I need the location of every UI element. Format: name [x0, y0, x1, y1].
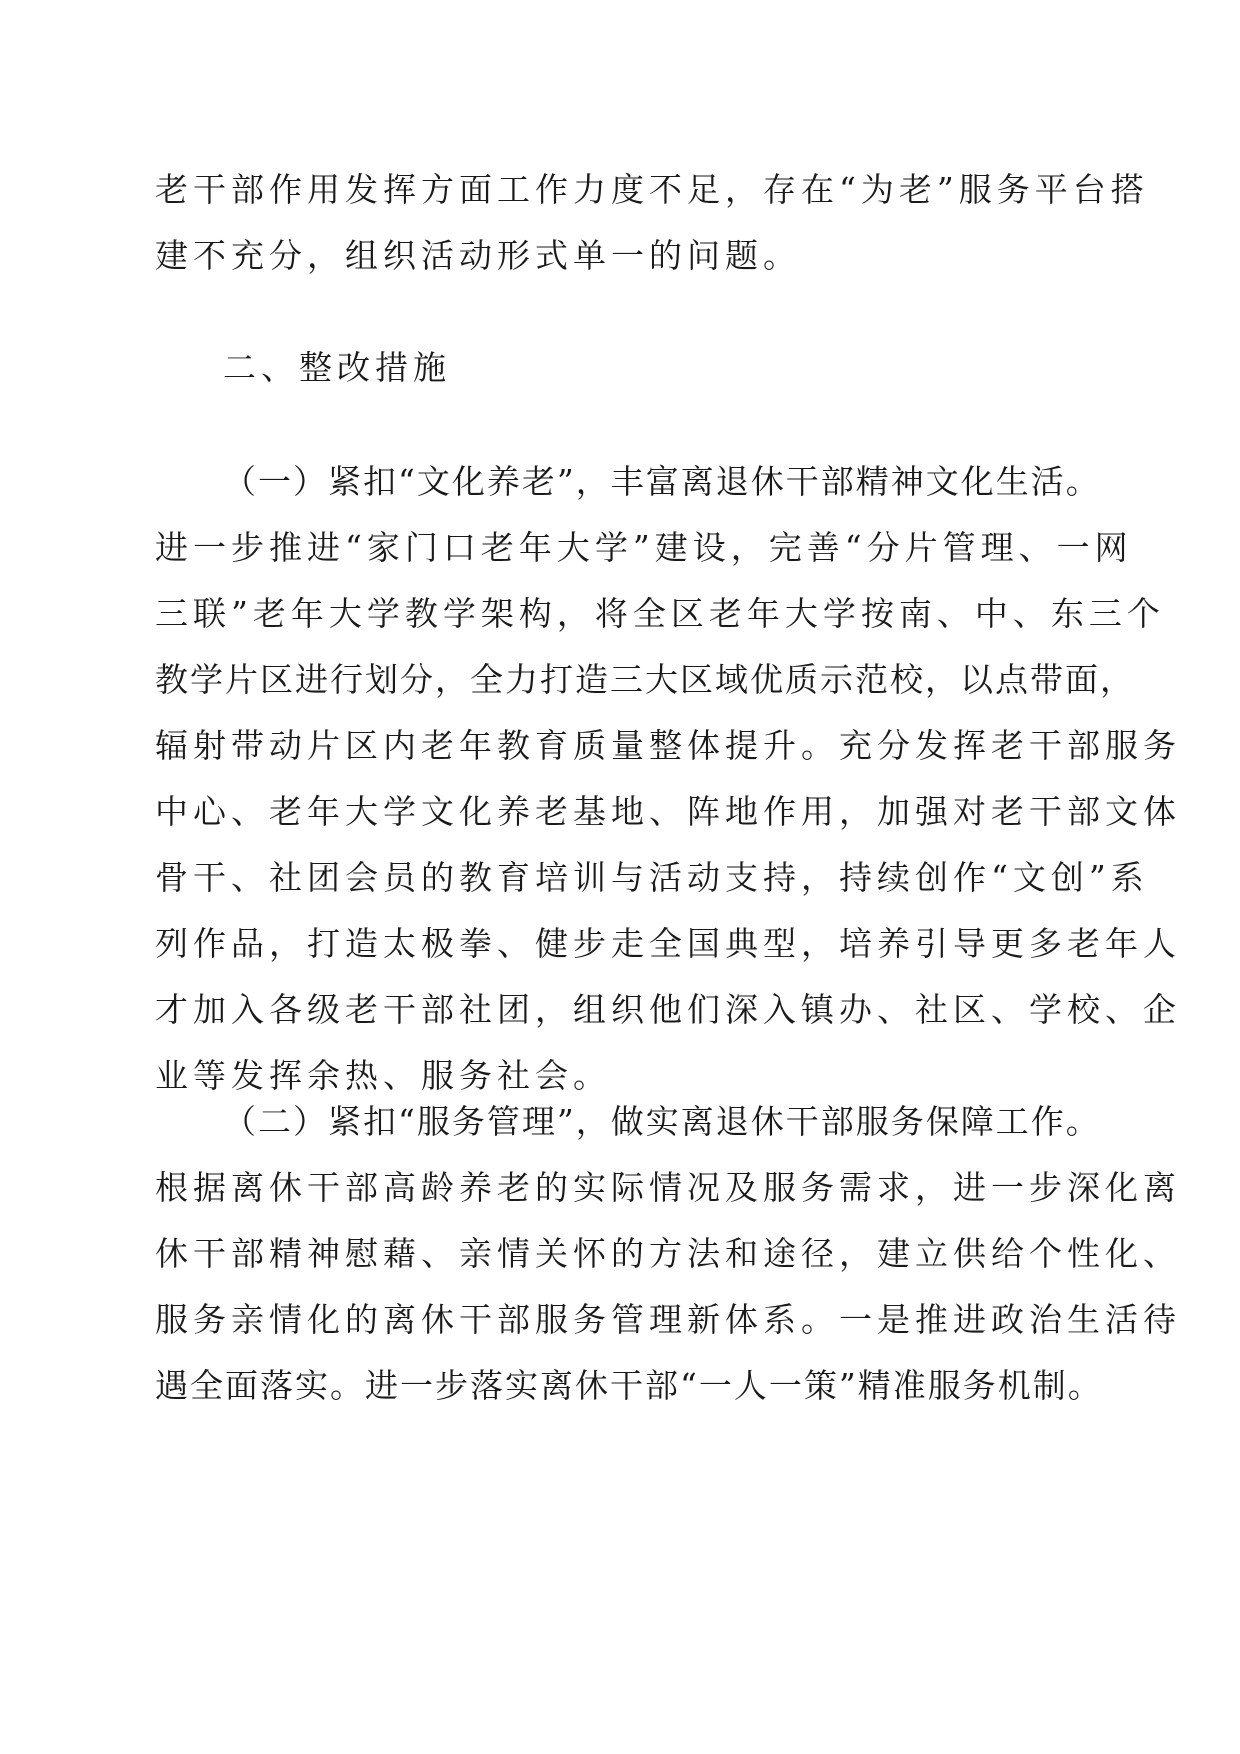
text-line: 才加入各级老干部社团，组织他们深入镇办、社区、学校、企	[155, 990, 1181, 1029]
text-line: 三联”老年大学教学架构，将全区老年大学按南、中、东三个	[155, 594, 1165, 633]
text-line: 业等发挥余热、服务社会。	[155, 1056, 611, 1095]
text-line: 根据离休干部高龄养老的实际情况及服务需求，进一步深化离	[155, 1168, 1181, 1207]
text-line: 建不充分，组织活动形式单一的问题。	[155, 236, 801, 275]
text-line: 教学片区进行划分，全力打造三大区域优质示范校，以点带面，	[155, 660, 1135, 699]
text-line: 列作品，打造太极拳、健步走全国典型，培养引导更多老年人	[155, 924, 1181, 963]
section-heading	[155, 335, 1095, 401]
text-line: 中心、老年大学文化养老基地、阵地作用，加强对老干部文体	[155, 792, 1181, 831]
text-line: 服务亲情化的离休干部服务管理新体系。一是推进政治生活待	[155, 1300, 1181, 1339]
paragraph-service-management	[155, 1089, 1181, 1419]
paragraph-cultural-elderly-care	[155, 449, 1181, 1109]
text-line: 老干部作用发挥方面工作力度不足，存在“为老”服务平台搭	[155, 170, 1149, 209]
text-line: 遇全面落实。进一步落实离休干部“一人一策”精准服务机制。	[155, 1366, 1103, 1405]
text-line: 休干部精神慰藉、亲情关怀的方法和途径，建立供给个性化、	[155, 1234, 1181, 1273]
text-line: 辐射带动片区内老年教育质量整体提升。充分发挥老干部服务	[155, 726, 1181, 765]
text-line: （二）紧扣“服务管理”，做实离退休干部服务保障工作。	[223, 1102, 1101, 1141]
text-line: 进一步推进“家门口老年大学”建设，完善“分片管理、一网	[155, 528, 1133, 567]
heading-rectification-measures: 二、整改措施	[223, 348, 451, 387]
paragraph-problem-summary	[155, 157, 1149, 289]
text-line: （一）紧扣“文化养老”，丰富离退休干部精神文化生活。	[223, 462, 1101, 501]
text-line: 骨干、社团会员的教育培训与活动支持，持续创作“文创”系	[155, 858, 1149, 897]
